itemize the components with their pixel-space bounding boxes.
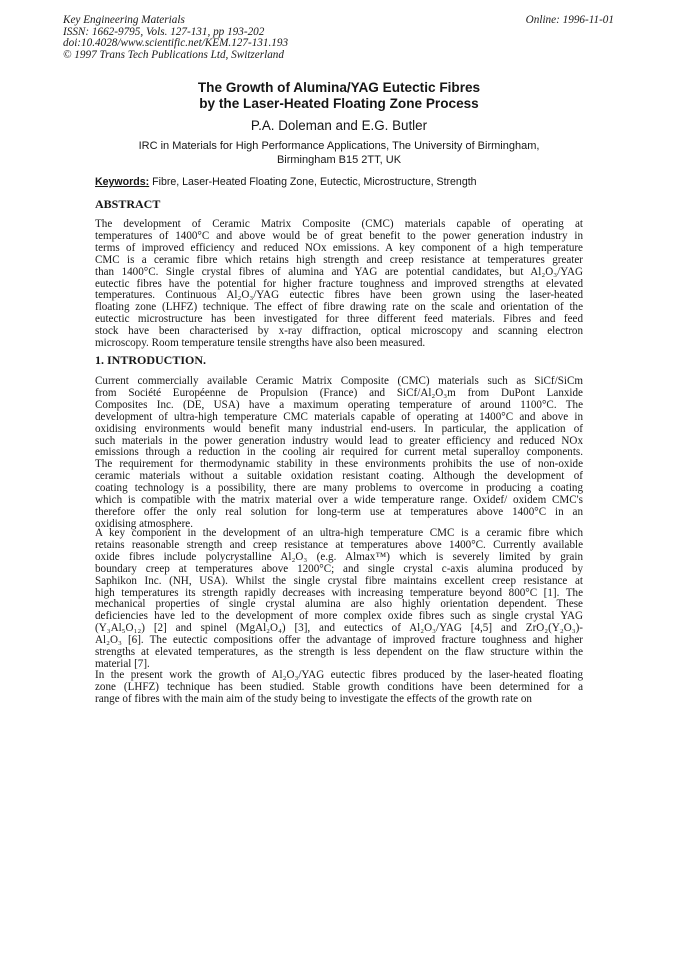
text-line: coating technology is a possibility, there are many problems to overcome in producing a coating bbox=[95, 482, 583, 495]
text-line: The requirement for thermodynamic stability in these environments prohibits the use of non-oxide bbox=[95, 458, 583, 471]
affiliation-line-1: IRC in Materials for High Performance Applications, The University of Birmingham, bbox=[138, 140, 540, 152]
text-line: than 1400°C. Single crystal fibres of alumina and YAG are potential candidates, but Al₂O₃/YAG bbox=[95, 265, 583, 278]
text-line: eutectic microstructure has been investigated for three different feed materials. Fibres and feed bbox=[95, 313, 583, 326]
text-line: temperatures of 1400°C and above would be of great benefit to the power generation industry in bbox=[95, 229, 583, 242]
affiliation bbox=[0, 140, 678, 167]
text-line: (Y₃Al₅O₁₂) [2] and spinel (MgAl₂O₄) [3], and eutectics of Al₂O₃/YAG [4,5] and ZrO₂(Y₂O₃)- bbox=[95, 622, 583, 635]
keywords-text: Fibre, Laser-Heated Floating Zone, Eutectic, Microstructure, Strength bbox=[152, 176, 477, 188]
intro-paragraph-3 bbox=[95, 670, 583, 706]
text-line: Saphikon Inc. (NH, USA). Whilst the single crystal fibre maintains excellent creep resistance at bbox=[95, 574, 583, 587]
text-line: eutectic fibres have the potential for higher fracture toughness and improved strengths at elevated bbox=[95, 277, 583, 290]
text-line: such materials in the power generation industry would lead to greater efficiency and reduced NOx bbox=[95, 434, 583, 447]
online-date: Online: 1996-11-01 bbox=[525, 14, 614, 26]
title-line-1: The Growth of Alumina/YAG Eutectic Fibres bbox=[197, 80, 481, 95]
paper-title bbox=[0, 80, 678, 112]
text-line: mechanical properties of single crystal alumina are also highly orientation dependent. These bbox=[95, 598, 583, 611]
text-line: boundary creep at temperatures above 1200°C; and single crystal c-axis alumina produced by bbox=[95, 562, 583, 575]
text-line: stock have been characterised by x-ray diffraction, optical microscopy and scanning electron bbox=[95, 325, 583, 338]
text-line: floating zone (LHFZ) technique. The effect of fibre drawing rate on the scale and orientation of the bbox=[95, 301, 583, 314]
text-line: deficiencies have led to the development of more complex oxide fibres such as single crystal YAG bbox=[95, 610, 583, 623]
text-line: which is compatible with the matrix material over a wide temperature range. Oxidef/ oxidem CMC's bbox=[95, 494, 583, 507]
intro-paragraph-2 bbox=[95, 528, 583, 671]
text-line: CMC is a ceramic fibre which retains high strength and creep resistance at temperatures greater bbox=[95, 253, 583, 266]
text-line: from Société Européenne de Propulsion (France) and SiCf/Al₂O₃m from DuPont Lanxide bbox=[95, 386, 583, 399]
text-line: In the present work the growth of Al₂O₃/YAG eutectic fibres produced by the laser-heated floating bbox=[95, 669, 583, 681]
affiliation-line-2: Birmingham B15 2TT, UK bbox=[276, 153, 402, 166]
text-line: emissions through a reduction in the cooling air required for current metal superalloy components. bbox=[95, 446, 583, 459]
text-line: temperatures. Continuous Al₂O₃/YAG eutectic fibres have been grown using the laser-heated bbox=[95, 289, 583, 302]
text-line: ceramic materials without a suitable oxidation resistant coating. Although the development of bbox=[95, 470, 583, 483]
text-line: The development of Ceramic Matrix Composite (CMC) materials capable of operating at bbox=[95, 218, 583, 230]
abstract-heading: ABSTRACT bbox=[95, 197, 161, 211]
text-line: Composites Inc. (DE, USA) have a maximum operating temperature of around 1100°C. The bbox=[95, 398, 583, 411]
authors: P.A. Doleman and E.G. Butler bbox=[250, 118, 428, 133]
keywords-label: Keywords: bbox=[95, 176, 150, 188]
text-line: high temperatures its strength rapidly decreases with increasing temperature beyond 800°C [1]. The bbox=[95, 586, 583, 599]
text-line: oxide fibres include polycrystalline Al₂O₃ (e.g. Almax™) which is severely limited by grain bbox=[95, 550, 583, 563]
text-line: therefore offer the only real solution for long-term use at temperatures above 1400°C in an bbox=[95, 505, 583, 518]
text-line: retains reasonable strength and creep resistance at temperatures above 1400°C. Currently available bbox=[95, 538, 583, 551]
text-line: A key component in the development of an ultra-high temperature CMC is a ceramic fibre which bbox=[95, 527, 583, 539]
text-line: development of ultra-high temperature CMC materials capable of operating at 1400°C and above in bbox=[95, 410, 583, 423]
doi-line: doi:10.4028/www.scientific.net/KEM.127-131.193 bbox=[63, 37, 289, 49]
text-line: oxidising atmosphere. bbox=[95, 517, 193, 530]
introduction-heading: 1. INTRODUCTION. bbox=[95, 353, 207, 367]
text-line: range of fibres with the main aim of the study being to investigate the effects of the growth rate on bbox=[95, 692, 532, 705]
title-line-2: by the Laser-Heated Floating Zone Process bbox=[199, 96, 479, 111]
text-line: terms of improved efficiency and reduced NOx emissions. A key component of a high temperature bbox=[95, 241, 583, 254]
abstract-body bbox=[95, 219, 583, 350]
text-line: Current commercially available Ceramic Matrix Composite (CMC) materials such as SiCf/SiCm bbox=[95, 375, 583, 387]
text-line: Al₂O₃ [6]. The eutectic compositions offer the advantage of improved fracture toughness and higher bbox=[95, 634, 583, 647]
intro-paragraph-1 bbox=[95, 376, 583, 531]
text-line: zone (LHFZ) technique has been studied. Stable growth conditions have been determined for a bbox=[95, 680, 583, 693]
issn-line: ISSN: 1662-9795, Vols. 127-131, pp 193-202 bbox=[63, 25, 265, 38]
journal-header bbox=[63, 15, 288, 61]
journal-name: Key Engineering Materials bbox=[63, 14, 185, 26]
text-line: oxidising environments would benefit many industrial end-users. In particular, the application of bbox=[95, 422, 583, 435]
copyright-line: © 1997 Trans Tech Publications Ltd, Switzerland bbox=[63, 48, 284, 61]
keywords bbox=[95, 176, 477, 188]
text-line: material [7]. bbox=[95, 657, 150, 670]
text-line: microscopy. Room temperature tensile strengths have also been measured. bbox=[95, 337, 426, 350]
text-line: strengths at elevated temperatures, as the strength is less dependent on the flaw structure within the bbox=[95, 646, 583, 659]
